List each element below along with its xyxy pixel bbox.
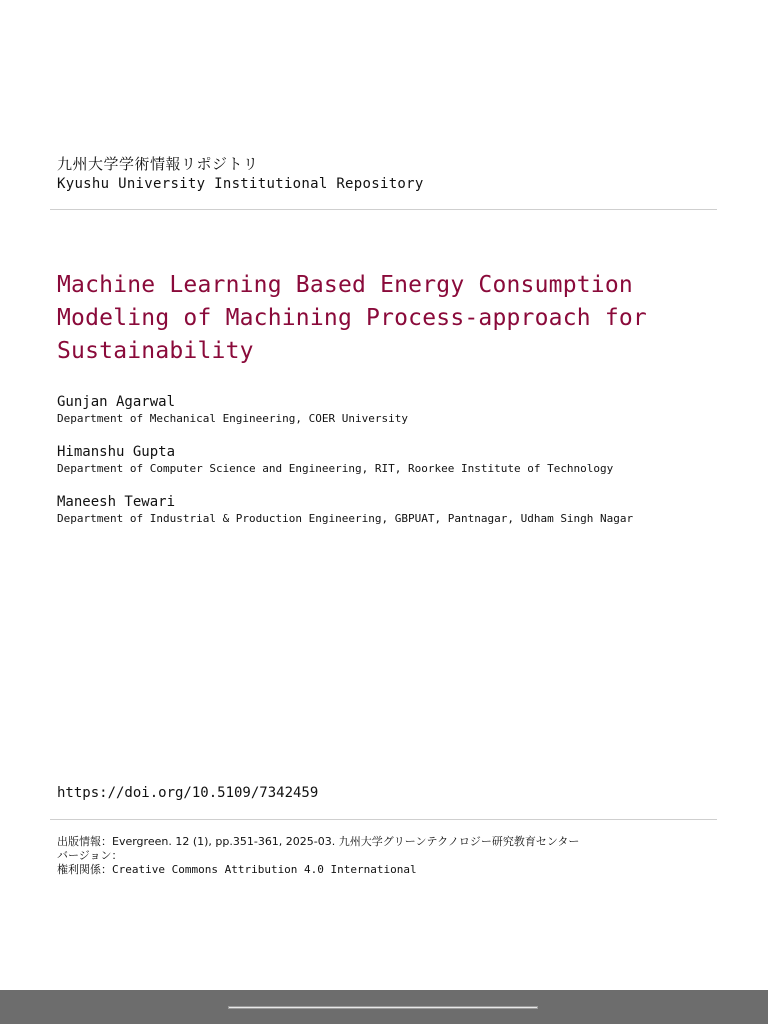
author-affiliation: Department of Mechanical Engineering, COER University [57, 412, 408, 425]
paper-title: Machine Learning Based Energy Consumption Modeling of Machining Process-approach for Sustainability [57, 272, 647, 364]
publication-info-value: Evergreen. 12 (1), pp.351-361, 2025-03. 九州大学グリーンテクノロジー研究教育センター [112, 835, 580, 848]
rights-label: 権利関係： [57, 863, 112, 876]
repository-name-ja: 九州大学学術情報リポジトリ [57, 155, 259, 173]
viewer-bottom-bar [0, 990, 768, 1024]
repository-header [57, 154, 717, 194]
author-affiliation: Department of Computer Science and Engineering, RIT, Roorkee Institute of Technology [57, 462, 614, 475]
author-name: Gunjan Agarwal [57, 394, 176, 410]
publication-info-label: 出版情報： [57, 835, 112, 848]
page-scroll-indicator[interactable] [228, 1006, 538, 1009]
author-entry [57, 393, 737, 426]
header-divider [50, 209, 717, 210]
version-label: バージョン： [57, 849, 123, 862]
publication-info-row [57, 835, 737, 849]
author-entry [57, 493, 737, 526]
repository-name-en: Kyushu University Institutional Repository [57, 176, 424, 192]
author-list [57, 393, 737, 543]
version-row [57, 849, 737, 863]
author-entry [57, 443, 737, 476]
publication-metadata [57, 835, 737, 877]
author-affiliation: Department of Industrial & Production Engineering, GBPUAT, Pantnagar, Udham Singh Nagar [57, 512, 634, 525]
doi-link[interactable]: https://doi.org/10.5109/7342459 [57, 785, 319, 801]
rights-row [57, 863, 737, 877]
author-name: Maneesh Tewari [57, 494, 176, 510]
footer-divider [50, 819, 717, 820]
rights-value: Creative Commons Attribution 4.0 International [112, 863, 417, 876]
author-name: Himanshu Gupta [57, 444, 176, 460]
